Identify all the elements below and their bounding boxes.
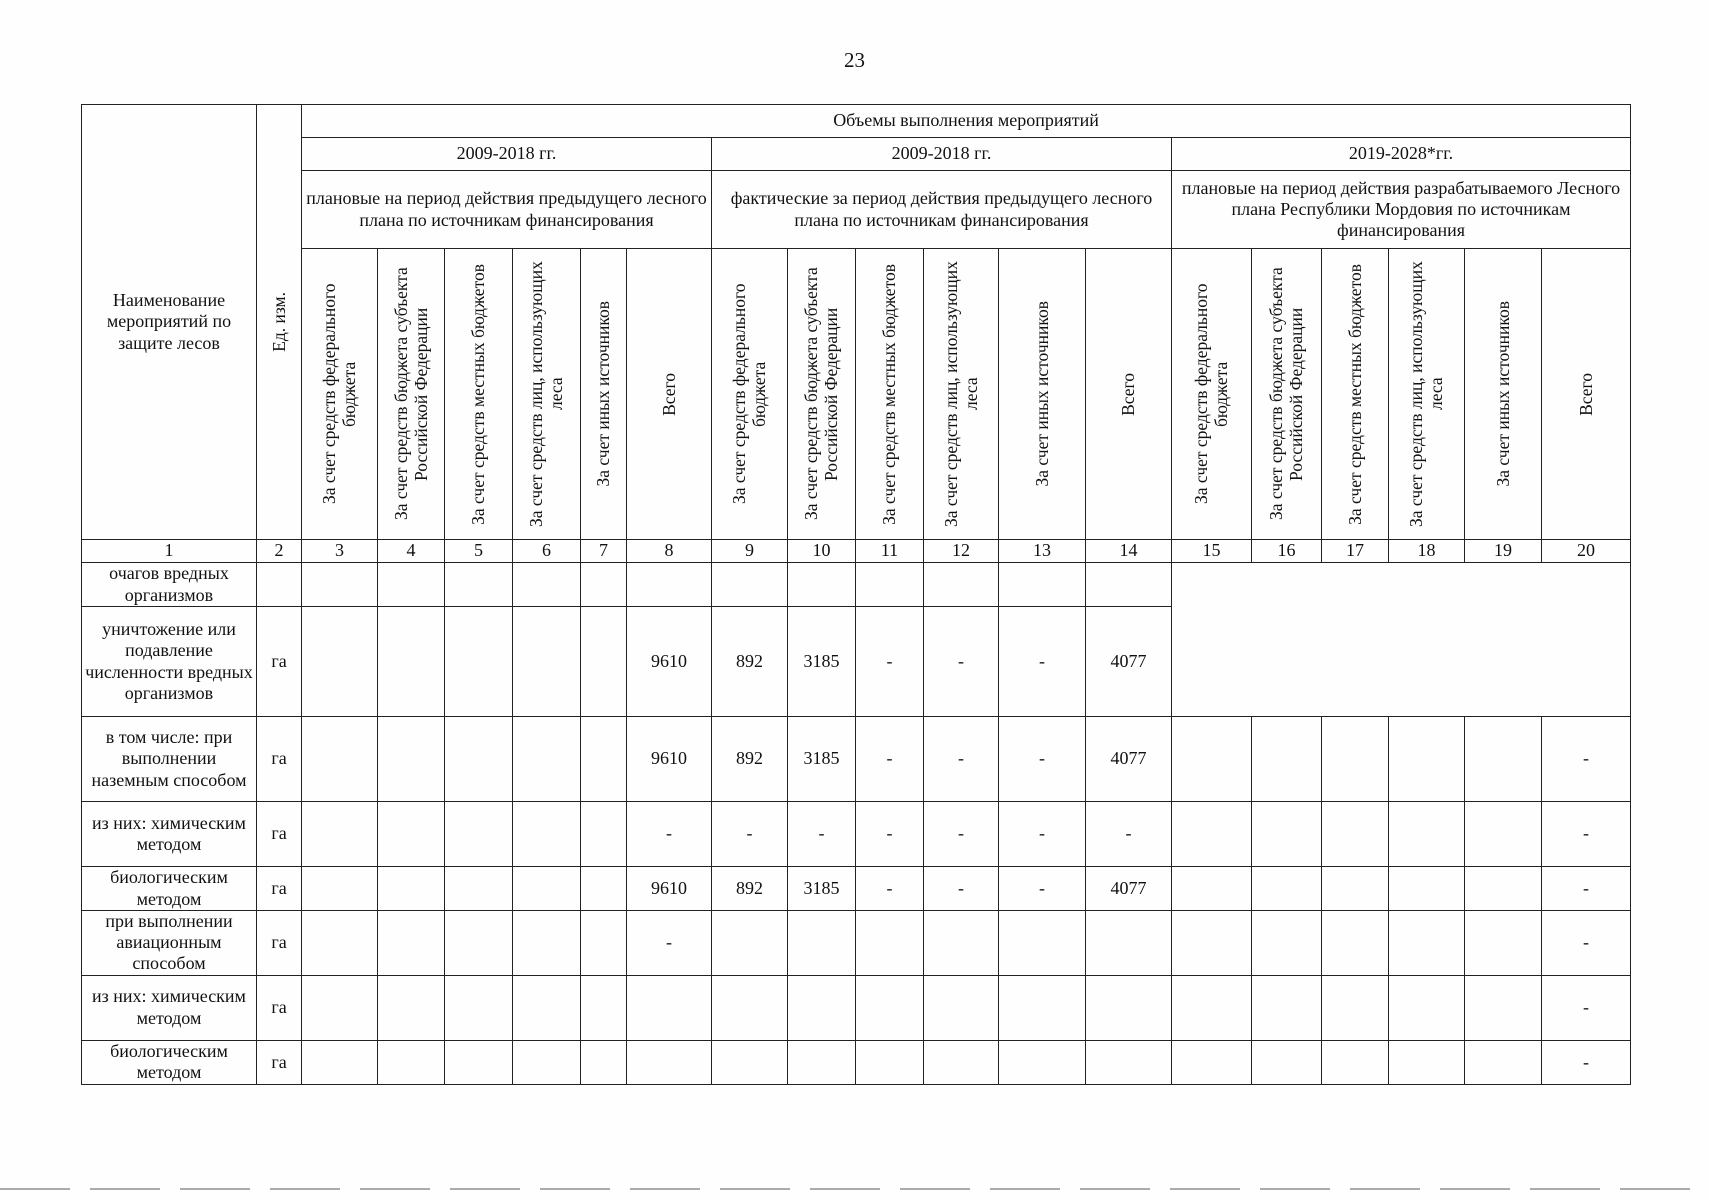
value-cell — [1172, 802, 1252, 867]
unit: га — [257, 975, 302, 1040]
value-cell — [378, 563, 445, 607]
subcolumn-header: За счет средств местных бюджетов — [1322, 249, 1389, 540]
value-cell — [924, 563, 999, 607]
value-cell — [581, 563, 627, 607]
unit: га — [257, 867, 302, 911]
column-number: 17 — [1322, 540, 1389, 563]
value-cell: 3185 — [788, 717, 856, 802]
column-number: 10 — [788, 540, 856, 563]
measure-name: уничтожение или подавление численности вредных организмов — [82, 607, 257, 717]
value-cell — [513, 975, 581, 1040]
value-cell: - — [999, 802, 1086, 867]
value-cell — [1389, 867, 1465, 911]
value-cell — [378, 975, 445, 1040]
forest-protection-table — [81, 104, 1631, 1085]
value-cell: - — [924, 717, 999, 802]
measure-name: биологическим методом — [82, 1040, 257, 1084]
subcolumn-header: За счет средств лиц, использующих леса — [1389, 249, 1465, 540]
value-cell — [1086, 975, 1172, 1040]
value-cell — [1172, 975, 1252, 1040]
column-number: 13 — [999, 540, 1086, 563]
value-cell — [1172, 717, 1252, 802]
measure-name: при выполнении авиационным способом — [82, 911, 257, 976]
value-cell — [712, 563, 788, 607]
value-cell — [302, 975, 378, 1040]
value-cell — [627, 563, 712, 607]
table-row — [82, 975, 1631, 1040]
value-cell — [856, 563, 924, 607]
header-unit-column: Ед. изм. — [257, 105, 302, 540]
table-row — [82, 867, 1631, 911]
value-cell: - — [856, 802, 924, 867]
value-cell — [445, 1040, 513, 1084]
value-cell — [445, 867, 513, 911]
value-cell — [999, 911, 1086, 976]
value-cell: - — [712, 802, 788, 867]
value-cell — [1086, 911, 1172, 976]
value-cell — [513, 1040, 581, 1084]
subcolumn-header: Всего — [627, 249, 712, 540]
value-cell — [1465, 911, 1542, 976]
value-cell: - — [924, 802, 999, 867]
value-cell: - — [856, 717, 924, 802]
value-cell: - — [924, 867, 999, 911]
value-cell — [302, 563, 378, 607]
subcolumn-header: За счет средств федерального бюджета — [712, 249, 788, 540]
value-cell: - — [788, 802, 856, 867]
value-cell — [1465, 867, 1542, 911]
value-cell — [1322, 911, 1389, 976]
value-cell — [1322, 1040, 1389, 1084]
value-cell: 3185 — [788, 867, 856, 911]
value-cell — [788, 911, 856, 976]
value-cell: - — [627, 802, 712, 867]
subcolumn-header: За счет средств бюджета субъекта Российской Федерации — [1252, 249, 1322, 540]
value-cell — [581, 717, 627, 802]
column-number: 3 — [302, 540, 378, 563]
table-row — [82, 1040, 1631, 1084]
value-cell — [1465, 802, 1542, 867]
value-cell — [627, 1040, 712, 1084]
measure-name: в том числе: при выполнении наземным способом — [82, 717, 257, 802]
value-cell — [445, 607, 513, 717]
column-number: 14 — [1086, 540, 1172, 563]
header-period-3: 2019-2028*гг. — [1172, 138, 1631, 171]
table-row — [82, 563, 1631, 607]
value-cell: 892 — [712, 867, 788, 911]
value-cell — [1252, 717, 1322, 802]
column-number: 16 — [1252, 540, 1322, 563]
value-cell — [1086, 1040, 1172, 1084]
bottom-rule — [0, 1188, 1709, 1190]
column-number: 4 — [378, 540, 445, 563]
value-cell: 4077 — [1086, 717, 1172, 802]
header-group-planned-new: плановые на период действия разрабатываемого Лесного плана Республики Мордовия по источникам финансирования — [1172, 171, 1631, 249]
value-cell: 4077 — [1086, 867, 1172, 911]
value-cell — [924, 1040, 999, 1084]
value-cell: 892 — [712, 717, 788, 802]
header-group-actual-previous: фактические за период действия предыдущего лесного плана по источникам финансирования — [712, 171, 1172, 249]
value-cell — [581, 1040, 627, 1084]
table-row — [82, 911, 1631, 976]
column-number: 1 — [82, 540, 257, 563]
subcolumn-header: За счет средств бюджета субъекта Российской Федерации — [378, 249, 445, 540]
measure-name: очагов вредных организмов — [82, 563, 257, 607]
value-cell — [378, 607, 445, 717]
value-cell: 9610 — [627, 717, 712, 802]
value-cell — [302, 717, 378, 802]
header-name-column: Наименование мероприятий по защите лесов — [82, 105, 257, 540]
value-cell — [712, 911, 788, 976]
value-cell — [1172, 867, 1252, 911]
value-cell — [1389, 1040, 1465, 1084]
value-cell: - — [1542, 717, 1631, 802]
value-cell — [445, 911, 513, 976]
value-cell — [302, 607, 378, 717]
value-cell — [924, 911, 999, 976]
value-cell — [712, 1040, 788, 1084]
value-cell: - — [1086, 802, 1172, 867]
header-period-1: 2009-2018 гг. — [302, 138, 712, 171]
column-number: 7 — [581, 540, 627, 563]
value-cell — [302, 802, 378, 867]
value-cell — [856, 975, 924, 1040]
value-cell: 3185 — [788, 607, 856, 717]
value-cell: - — [1542, 1040, 1631, 1084]
value-cell — [581, 975, 627, 1040]
unit: га — [257, 802, 302, 867]
value-cell — [1322, 717, 1389, 802]
value-cell — [1389, 975, 1465, 1040]
unit: га — [257, 911, 302, 976]
unit: га — [257, 1040, 302, 1084]
value-cell — [1465, 1040, 1542, 1084]
value-cell: - — [999, 717, 1086, 802]
value-cell — [1465, 717, 1542, 802]
subcolumn-header: За счет средств федерального бюджета — [1172, 249, 1252, 540]
value-cell — [856, 1040, 924, 1084]
column-number: 20 — [1542, 540, 1631, 563]
column-number: 6 — [513, 540, 581, 563]
value-cell — [1389, 802, 1465, 867]
column-number: 15 — [1172, 540, 1252, 563]
unit — [257, 563, 302, 607]
subcolumn-header: За счет средств федерального бюджета — [302, 249, 378, 540]
value-cell — [788, 975, 856, 1040]
column-number: 2 — [257, 540, 302, 563]
value-cell — [445, 717, 513, 802]
measure-name: биологическим методом — [82, 867, 257, 911]
subcolumn-header: За счет иных источников — [1465, 249, 1542, 540]
value-cell — [999, 1040, 1086, 1084]
subcolumn-header: Всего — [1542, 249, 1631, 540]
measure-name: из них: химическим методом — [82, 975, 257, 1040]
value-cell — [581, 802, 627, 867]
value-cell — [1086, 563, 1172, 607]
value-cell — [627, 975, 712, 1040]
value-cell — [513, 717, 581, 802]
value-cell: - — [1542, 867, 1631, 911]
value-cell — [1252, 975, 1322, 1040]
value-cell — [1389, 911, 1465, 976]
value-cell: - — [1542, 802, 1631, 867]
value-cell: - — [999, 607, 1086, 717]
value-cell — [445, 975, 513, 1040]
value-cell — [513, 802, 581, 867]
column-number: 5 — [445, 540, 513, 563]
value-cell — [513, 607, 581, 717]
header-period-2: 2009-2018 гг. — [712, 138, 1172, 171]
value-cell — [1172, 911, 1252, 976]
column-number: 19 — [1465, 540, 1542, 563]
column-number: 18 — [1389, 540, 1465, 563]
value-cell — [581, 607, 627, 717]
value-cell — [513, 867, 581, 911]
unit: га — [257, 717, 302, 802]
value-cell — [1172, 1040, 1252, 1084]
value-cell — [445, 563, 513, 607]
value-cell — [924, 975, 999, 1040]
subcolumn-header: За счет средств местных бюджетов — [445, 249, 513, 540]
value-cell — [302, 867, 378, 911]
value-cell: 9610 — [627, 867, 712, 911]
subcolumn-header: За счет средств местных бюджетов — [856, 249, 924, 540]
value-cell — [856, 911, 924, 976]
value-cell: - — [999, 867, 1086, 911]
value-cell: - — [856, 867, 924, 911]
value-cell — [581, 911, 627, 976]
value-cell: - — [856, 607, 924, 717]
value-cell — [712, 975, 788, 1040]
value-cell: 4077 — [1086, 607, 1172, 717]
value-cell — [1322, 867, 1389, 911]
header-group-planned-previous: плановые на период действия предыдущего лесного плана по источникам финансирования — [302, 171, 712, 249]
merged-blank-area — [1172, 563, 1631, 717]
unit: га — [257, 607, 302, 717]
value-cell: 892 — [712, 607, 788, 717]
value-cell — [445, 802, 513, 867]
column-number: 9 — [712, 540, 788, 563]
value-cell — [378, 867, 445, 911]
subcolumn-header: За счет средств лиц, использующих леса — [513, 249, 581, 540]
value-cell — [788, 1040, 856, 1084]
value-cell: - — [924, 607, 999, 717]
value-cell — [1322, 802, 1389, 867]
value-cell — [513, 911, 581, 976]
value-cell — [788, 563, 856, 607]
value-cell — [1465, 975, 1542, 1040]
measure-name: из них: химическим методом — [82, 802, 257, 867]
column-number: 12 — [924, 540, 999, 563]
value-cell — [1322, 975, 1389, 1040]
value-cell — [302, 911, 378, 976]
value-cell — [378, 1040, 445, 1084]
value-cell — [378, 717, 445, 802]
page-number: 23 — [844, 48, 865, 72]
column-number: 8 — [627, 540, 712, 563]
value-cell — [302, 1040, 378, 1084]
value-cell — [378, 802, 445, 867]
value-cell — [1252, 867, 1322, 911]
table-row — [82, 802, 1631, 867]
value-cell: - — [1542, 975, 1631, 1040]
value-cell — [378, 911, 445, 976]
subcolumn-header: За счет иных источников — [999, 249, 1086, 540]
value-cell: 9610 — [627, 607, 712, 717]
value-cell — [581, 867, 627, 911]
header-volumes: Объемы выполнения мероприятий — [302, 105, 1631, 138]
value-cell — [1252, 1040, 1322, 1084]
value-cell: - — [1542, 911, 1631, 976]
value-cell — [513, 563, 581, 607]
value-cell — [1389, 717, 1465, 802]
subcolumn-header: За счет средств бюджета субъекта Российской Федерации — [788, 249, 856, 540]
subcolumn-header: Всего — [1086, 249, 1172, 540]
value-cell: - — [627, 911, 712, 976]
column-number: 11 — [856, 540, 924, 563]
value-cell — [999, 975, 1086, 1040]
value-cell — [1252, 802, 1322, 867]
value-cell — [1252, 911, 1322, 976]
subcolumn-header: За счет иных источников — [581, 249, 627, 540]
table-row — [82, 717, 1631, 802]
value-cell — [999, 563, 1086, 607]
subcolumn-header: За счет средств лиц, использующих леса — [924, 249, 999, 540]
